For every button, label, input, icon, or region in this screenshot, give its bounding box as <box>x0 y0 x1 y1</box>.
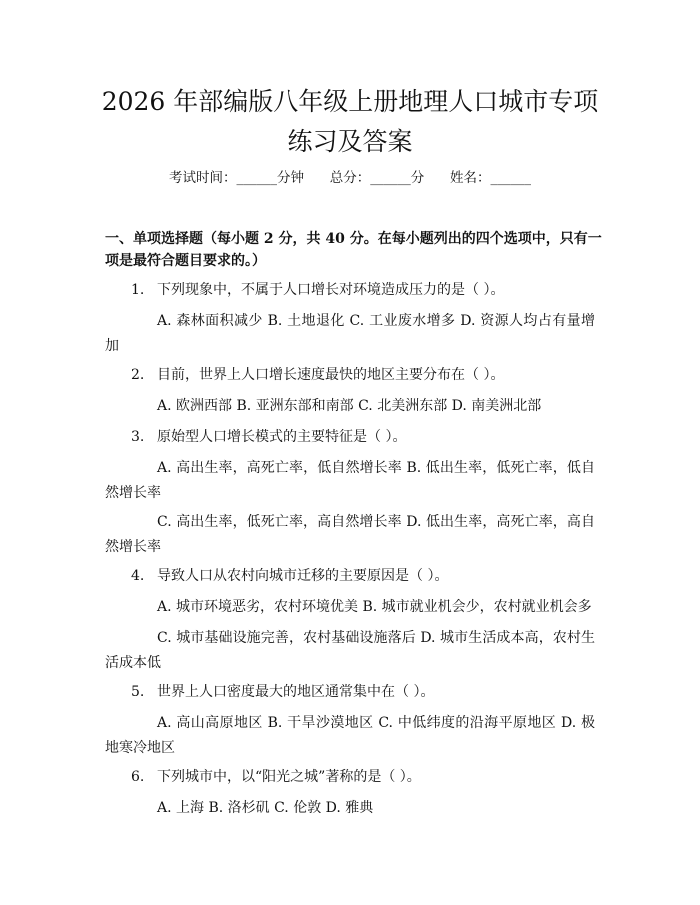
question-2-options: A. 欧洲西部 B. 亚洲东部和南部 C. 北美洲东部 D. 南美洲北部 <box>157 398 542 414</box>
question-3-options-2: C. 高出生率，低死亡率，高自然增长率 D. 低出生率，高死亡率，高自然增长率 <box>105 514 595 555</box>
question-4-options-2: C. 城市基础设施完善，农村基础设施落后 D. 城市生活成本高，农村生活成本低 <box>105 630 595 671</box>
question-3 <box>105 425 595 449</box>
exam-info: 考试时间：______分钟 总分：______分 姓名：______ <box>169 170 531 186</box>
question-text: 目前，世界上人口增长速度最快的地区主要分布在（ ）。 <box>157 367 505 383</box>
title-line-2: 练习及答案 <box>287 127 413 156</box>
question-text: 下列城市中，以“阳光之城”著称的是（ ）。 <box>157 769 421 785</box>
question-text: 下列现象中，不属于人口增长对环境造成压力的是（ ）。 <box>157 282 505 298</box>
question-4-options-1: A. 城市环境恶劣，农村环境优美 B. 城市就业机会少，农村就业机会多 <box>157 599 592 615</box>
question-number: 6. <box>131 769 145 785</box>
title-line-1: 2026 年部编版八年级上册地理人口城市专项 <box>101 87 599 116</box>
question-6-options: A. 上海 B. 洛杉矶 C. 伦敦 D. 雅典 <box>157 800 374 816</box>
question-5 <box>105 680 595 704</box>
question-number: 2. <box>131 367 145 383</box>
question-number: 3. <box>131 429 145 445</box>
question-6 <box>105 765 595 789</box>
question-3-options-1: A. 高出生率，高死亡率，低自然增长率 B. 低出生率，低死亡率，低自然增长率 <box>105 460 595 501</box>
question-number: 1. <box>131 282 145 298</box>
question-number: 5. <box>131 684 145 700</box>
question-1-options: A. 森林面积减少 B. 土地退化 C. 工业废水增多 D. 资源人均占有量增加 <box>105 313 595 354</box>
document-title <box>60 82 640 162</box>
question-1 <box>105 278 595 302</box>
question-text: 原始型人口增长模式的主要特征是（ ）。 <box>157 429 407 445</box>
question-number: 4. <box>131 568 145 584</box>
question-5-options: A. 高山高原地区 B. 干旱沙漠地区 C. 中低纬度的沿海平原地区 D. 极地寒冷地区 <box>105 715 595 756</box>
question-text: 世界上人口密度最大的地区通常集中在（ ）。 <box>157 684 435 700</box>
question-4 <box>105 564 595 588</box>
section-heading: 一、单项选择题（每小题 2 分，共 40 分。在每小题列出的四个选项中，只有一项是最符合题目要求的。） <box>105 231 602 269</box>
question-text: 导致人口从农村向城市迁移的主要原因是（ ）。 <box>157 568 449 584</box>
question-2 <box>105 363 595 387</box>
